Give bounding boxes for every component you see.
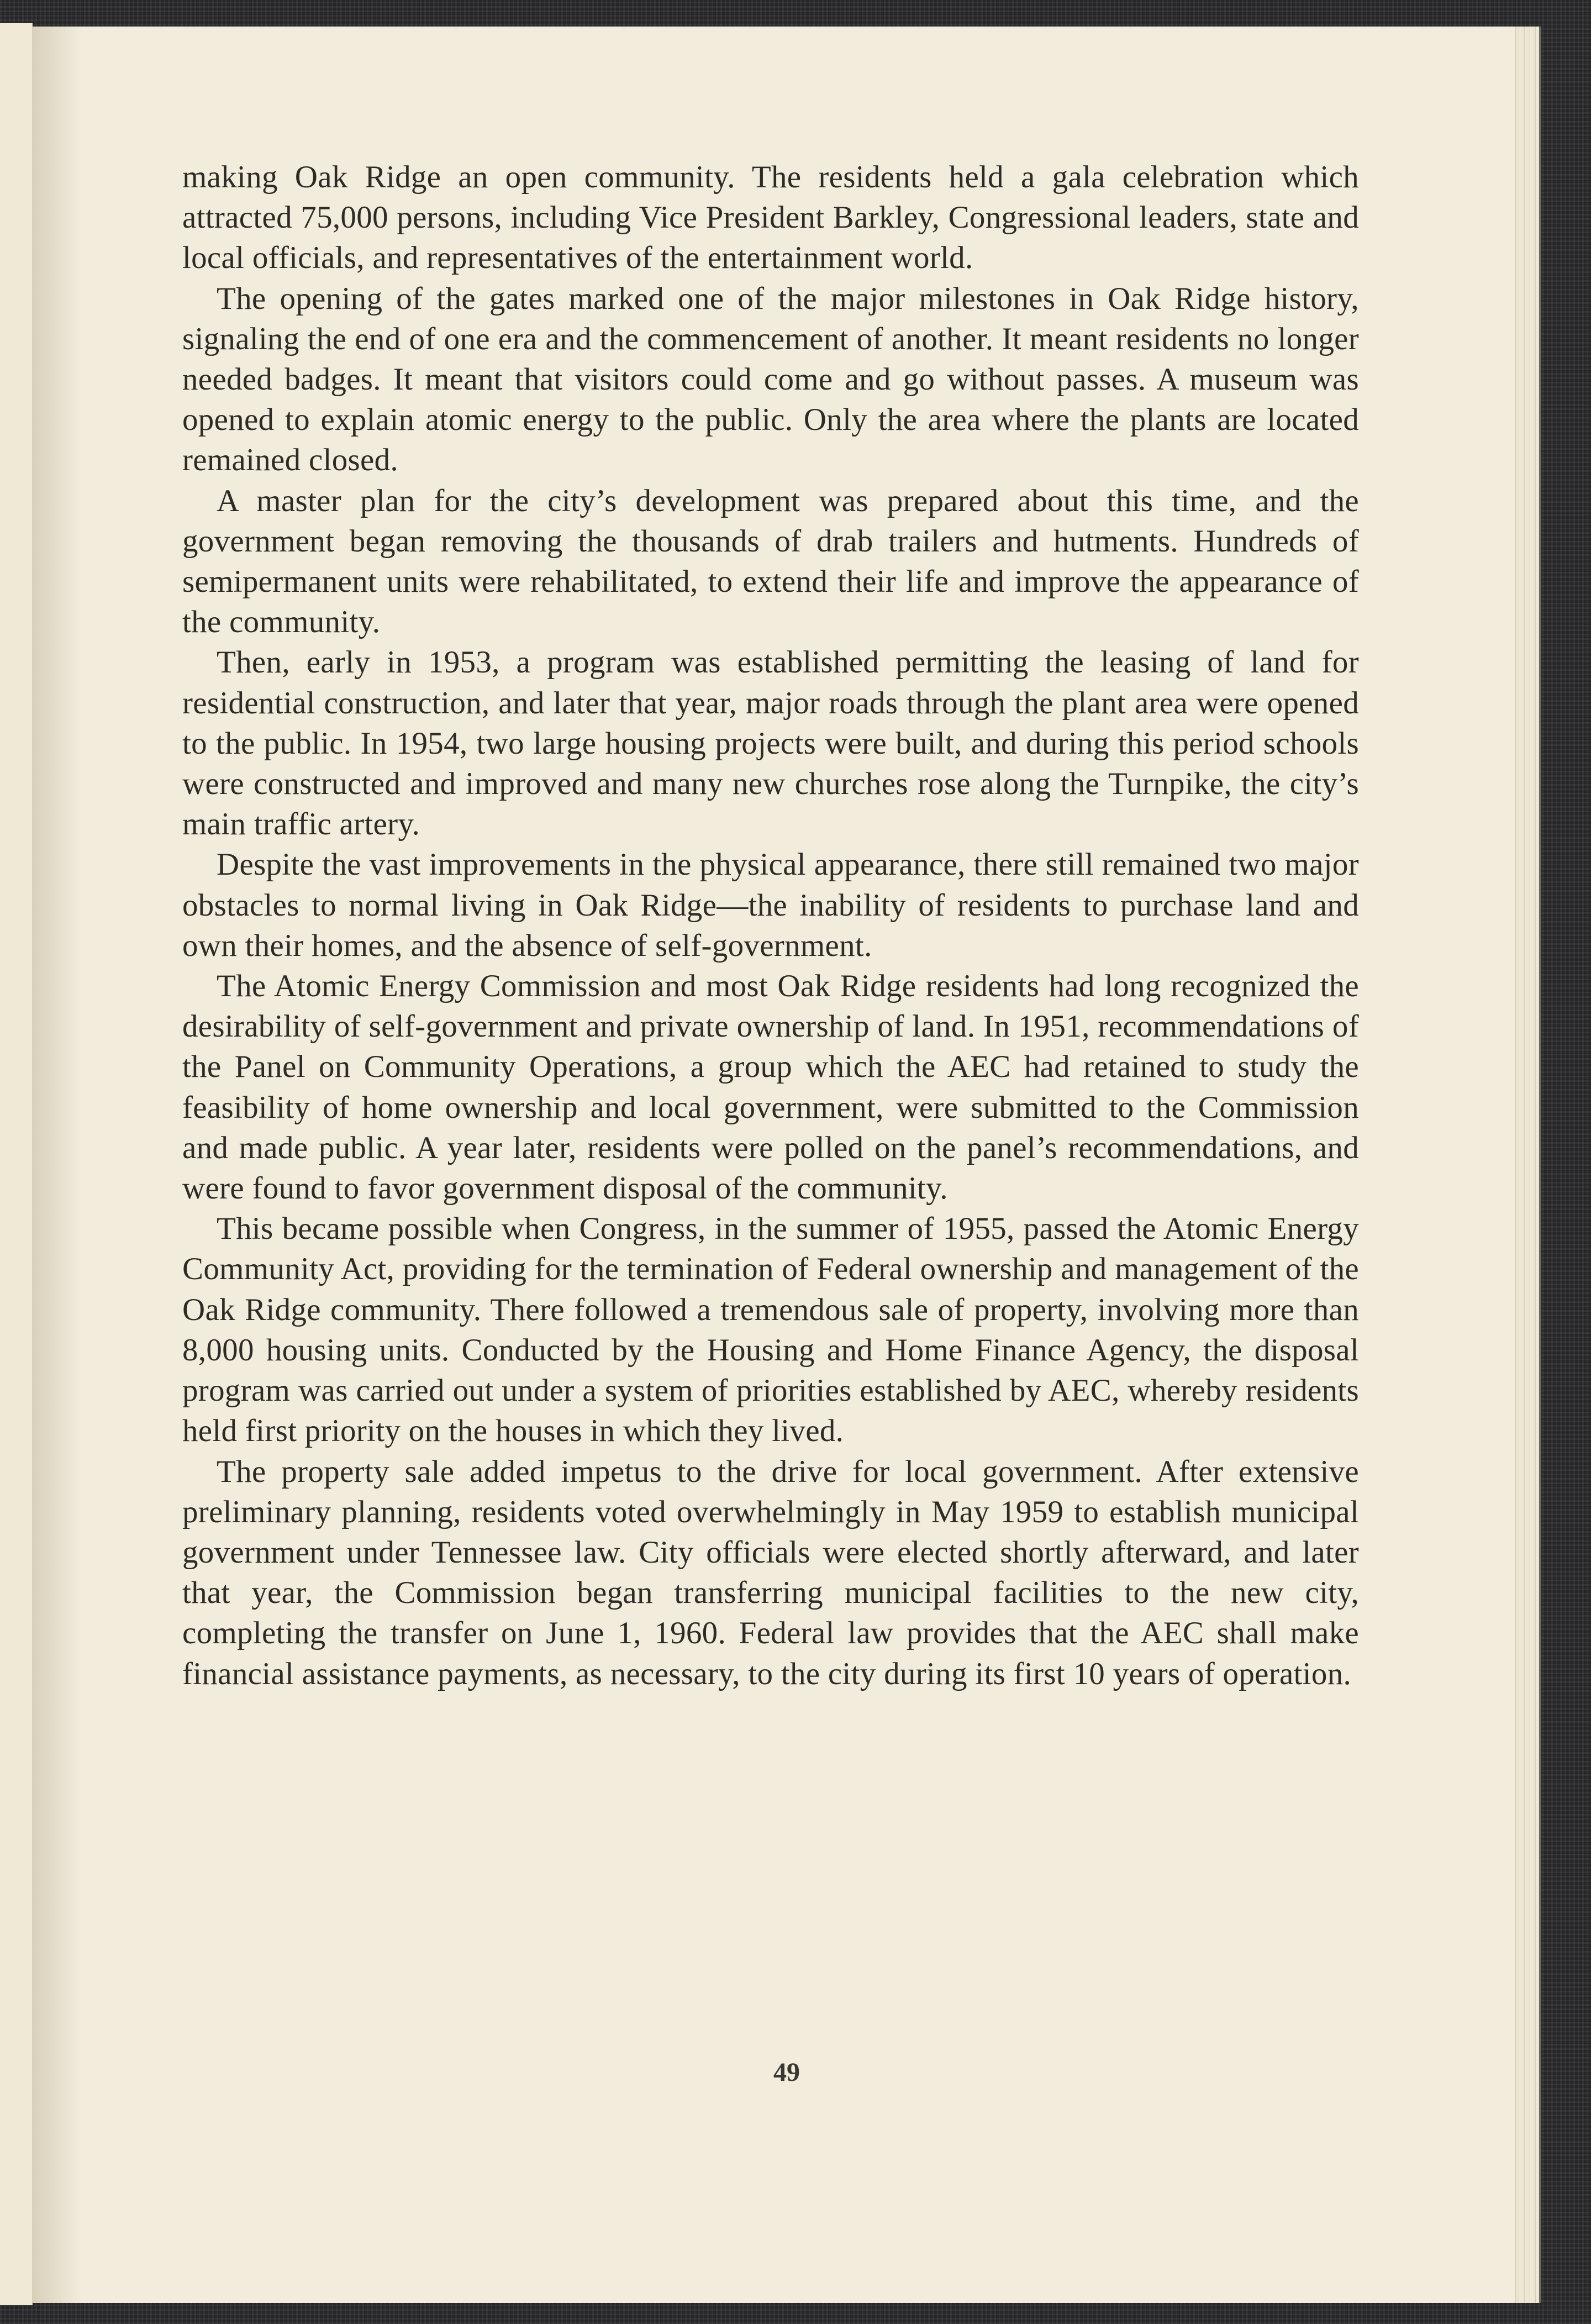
paragraph-1953-leasing: Then, early in 1953, a program was established permitting the leasing of land for residential construction, and later that year, major roads through the plant area were opened to the public. In 1954, two large housing projects were built, and during this period schools were constructed and improved and many new churches rose along the Turnpike, the city’s main traffic artery. (182, 645, 1359, 842)
paragraph-local-government: The property sale added impetus to the drive for local government. After extensive preliminary planning, residents voted overwhelmingly in May 1959 to establish municipal government under Tennessee law. City officials were elected shortly afterward, and later that year, the Commission began transferring municipal facilities to the new city, completing the transfer on June 1, 1960. Federal law provides that the AEC shall make financial assistance payments, as necessary, to the city during its first 10 years of operation. (182, 1454, 1359, 1691)
facing-page-edge (0, 23, 33, 2305)
body-text (182, 157, 1359, 1694)
paragraph-community-act: This became possible when Congress, in the summer of 1955, passed the Atomic Energy Community Act, providing for the termination of Federal ownership and management of the Oak Ridge community. There followed a tremendous sale of property, involving more than 8,000 housing units. Conducted by the Housing and Home Finance Agency, the disposal program was carried out under a system of priorities established by AEC, whereby residents held first priority on the houses in which they lived. (182, 1211, 1359, 1449)
paragraph-aec-recommendations: The Atomic Energy Commission and most Oak Ridge residents had long recognized the desirability of self-government and private ownership of land. In 1951, recommendations of the Panel on Community Operations, a group which the AEC had retained to study the feasibility of home ownership and local government, were submitted to the Commission and made public. A year later, residents were polled on the panel’s recommendations, and were found to favor government disposal of the community. (182, 969, 1359, 1206)
paragraph-master-plan: A master plan for the city’s development was prepared about this time, and the government began removing the thousands of drab trailers and hutments. Hundreds of semipermanent units were rehabilitated, to extend their life and improve the appearance of the community. (182, 483, 1359, 640)
book-page (32, 27, 1541, 2303)
page-stack-edges (1515, 27, 1541, 2303)
paragraph-continued: making Oak Ridge an open community. The residents held a gala celebration which attracted 75,000 persons, including Vice President Barkley, Congressional leaders, state and local officials, and representatives of the entertainment world. (182, 160, 1359, 276)
page-number: 49 (773, 2058, 800, 2087)
paragraph-obstacles: Despite the vast improvements in the physical appearance, there still remained two major obstacles to normal living in Oak Ridge—the inability of residents to purchase land and own their homes, and the absence of self-government. (182, 847, 1359, 963)
paragraph-opening-of-gates: The opening of the gates marked one of the major milestones in Oak Ridge history, signaling the end of one era and the commencement of another. It meant residents no longer needed badges. It meant that visitors could come and go without passes. A museum was opened to explain atomic energy to the public. Only the area where the plants are located remained closed. (182, 281, 1359, 478)
gutter-shadow (32, 27, 82, 2303)
